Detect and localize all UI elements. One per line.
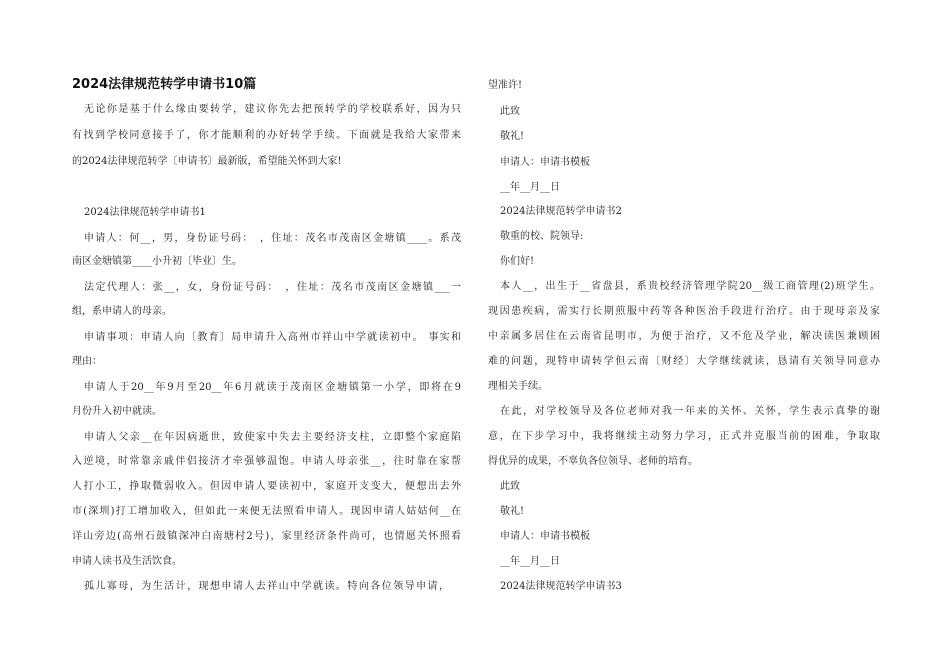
- closing-line: 此致: [500, 481, 520, 492]
- date-line: __年__月__日: [500, 556, 560, 567]
- paragraph-line: 申请事项：申请人向〔教育〕局申请升入高州市祥山中学就读初中。 事实和: [84, 332, 461, 343]
- paragraph-line: 法定代理人：张__，女，身份证号码： ，住址：茂名市茂南区金塘镇___一: [84, 282, 461, 293]
- paragraph-line: 理相关手续。: [488, 381, 548, 392]
- paragraph-line: 市(深圳)打工增加收入，但如此一来便无法照看申请人。现因申请人姑姑何__在: [72, 506, 461, 517]
- signature-line: 申请人：申请书模板: [500, 531, 590, 542]
- paragraph-line: 人打小工，挣取微弱收入。但因申请人要读初中，家庭开支变大，便想出去外: [72, 481, 461, 492]
- paragraph-line: 现因患疾病，需实行长期煎服中药等各种医治手段进行治疗。由于现母亲及家: [488, 306, 880, 317]
- paragraph-line: 申请人读书及生活饮食。: [72, 556, 182, 567]
- paragraph-line: 申请人于20__年9月至20__年6月就读于茂南区金塘镇第一小学，即将在9: [84, 382, 461, 393]
- paragraph-line: 中亲属多居住在云南省昆明市，为便于治疗，又不危及学业，解决读医兼顾困: [488, 331, 880, 342]
- paragraph-line: 理由：: [72, 356, 102, 367]
- paragraph-line: 申请人父亲__在年因病逝世，致使家中失去主要经济支柱，立即整个家庭陷: [84, 432, 461, 443]
- section-heading: 2024法律规范转学申请书3: [500, 581, 622, 592]
- section-heading: 2024法律规范转学申请书2: [500, 206, 622, 217]
- paragraph-line: 组，系申请人的母亲。: [72, 306, 172, 317]
- paragraph-line: 月份升入初中就读。: [72, 406, 162, 417]
- document-title: 2024法律规范转学申请书10篇: [72, 77, 257, 92]
- salutation-line: 敬重的校、院领导:: [500, 231, 584, 242]
- paragraph-line: 望准许!: [488, 80, 523, 91]
- paragraph-line: 难的问题，现特申请转学但云南〔财经〕大学继续就读，恳请有关领导同意办: [488, 356, 880, 367]
- paragraph-line: 意，在下步学习中，我将继续主动努力学习，正式并克服当前的困难，争取取: [488, 431, 880, 442]
- closing-line: 敬礼!: [500, 506, 525, 517]
- paragraph-line: 详山旁边(高州石鼓镇深冲白南塘村2号)，家里经济条件尚可，也情愿关怀照看: [72, 531, 461, 542]
- date-line: __年__月__日: [500, 182, 560, 193]
- paragraph-line: 在此，对学校领导及各位老师对我一年来的关怀、关怀，学生表示真挚的谢: [500, 406, 880, 417]
- paragraph-line: 本人__，出生于__省盘县，系贵校经济管理学院20__级工商管理(2)班学生。: [500, 281, 880, 292]
- paragraph-line: 南区金塘镇第____小升初〔毕业〕生。: [72, 256, 242, 267]
- paragraph-line: 入逆境，时常靠亲戚伴侣接济才牵强够温饱。申请人母亲张__，往时靠在家帮: [72, 456, 461, 467]
- paragraph-line: 申请人：何__，男，身份证号码： ，住址：茂名市茂南区金塘镇____。系茂: [84, 233, 461, 244]
- paragraph-line: 的2024法律规范转学〔申请书〕最新版，希望能关怀到大家!: [72, 156, 342, 167]
- section-heading: 2024法律规范转学申请书1: [84, 207, 206, 218]
- paragraph-line: 有找到学校同意接手了，你才能顺利的办好转学手续。下面就是我给大家带来: [72, 130, 461, 141]
- paragraph-line: 得优异的成果，不辜负各位领导、老师的培育。: [488, 456, 698, 467]
- paragraph-line: 孤儿寡母，为生活计，现想申请人去祥山中学就读。特向各位领导申请，: [84, 581, 449, 592]
- closing-line: 敬礼!: [500, 131, 525, 142]
- paragraph-line: 无论你是基于什么缘由要转学，建议你先去把预转学的学校联系好，因为只: [84, 104, 461, 115]
- signature-line: 申请人：申请书模板: [500, 157, 590, 168]
- greeting-line: 你们好!: [500, 256, 535, 267]
- closing-line: 此致: [500, 106, 520, 117]
